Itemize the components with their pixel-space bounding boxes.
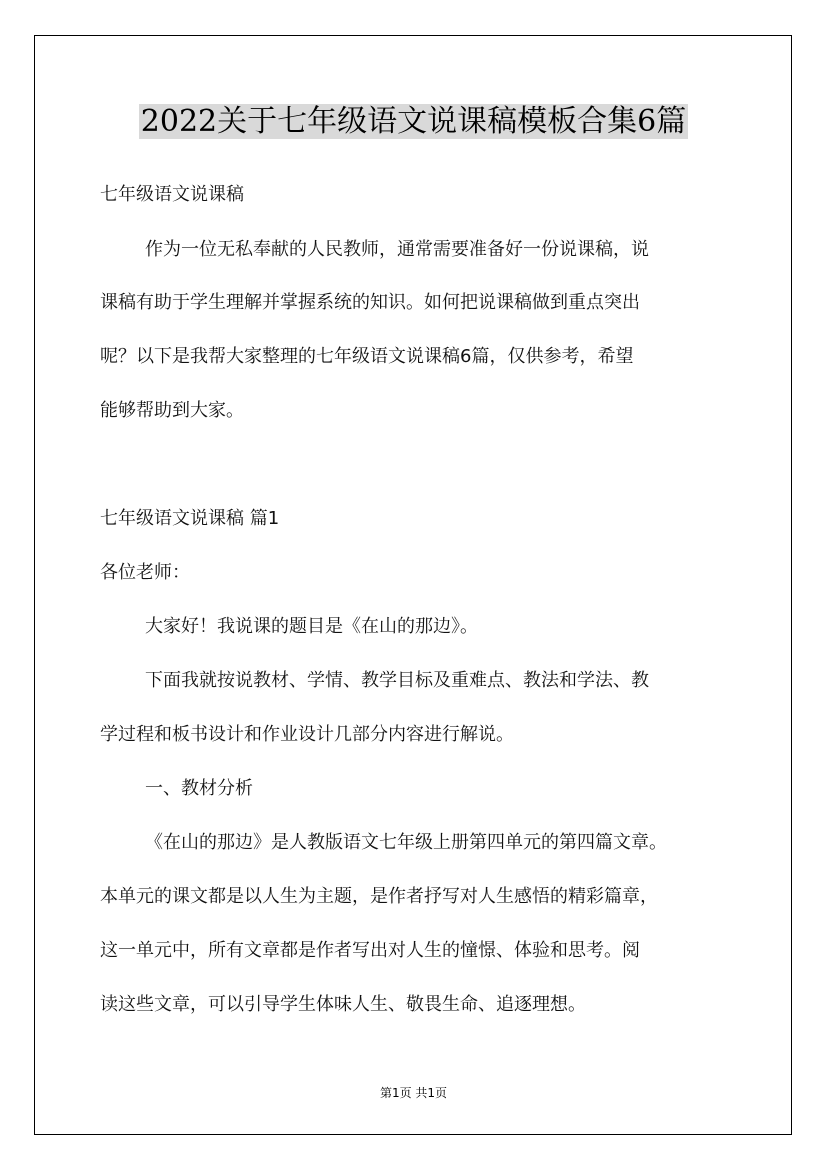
paragraph-line: 学过程和板书设计和作业设计几部分内容进行解说。 — [100, 724, 514, 745]
paragraph-line: 这一单元中，所有文章都是作者写出对人生的憧憬、体验和思考。阅 — [100, 940, 640, 961]
paragraph-line: 本单元的课文都是以人生为主题，是作者抒写对人生感悟的精彩篇章， — [100, 886, 658, 907]
paragraph-line: 《在山的那边》是人教版语文七年级上册第四单元的第四篇文章。 — [145, 832, 667, 853]
paragraph-line: 作为一位无私奉献的人民教师，通常需要准备好一份说课稿，说 — [145, 239, 649, 260]
paragraph-line: 大家好！我说课的题目是《在山的那边》。 — [145, 616, 478, 637]
document-title: 2022关于七年级语文说课稿模板合集6篇 — [140, 104, 687, 139]
paragraph-line: 呢？以下是我帮大家整理的七年级语文说课稿6篇，仅供参考，希望 — [100, 346, 634, 367]
paragraph-line: 课稿有助于学生理解并掌握系统的知识。如何把说课稿做到重点突出 — [100, 292, 640, 313]
paragraph-line: 下面我就按说教材、学情、教学目标及重难点、教法和学法、教 — [145, 670, 649, 691]
salutation: 各位老师： — [100, 562, 190, 583]
page-footer: 第1页 共1页 — [379, 1086, 448, 1100]
section-heading: 七年级语文说课稿 — [100, 184, 244, 205]
section-heading: 七年级语文说课稿 篇1 — [100, 508, 280, 529]
paragraph-line: 能够帮助到大家。 — [100, 400, 244, 421]
paragraph-line: 读这些文章，可以引导学生体味人生、敬畏生命、追逐理想。 — [100, 994, 586, 1015]
subheading: 一、教材分析 — [145, 778, 253, 799]
